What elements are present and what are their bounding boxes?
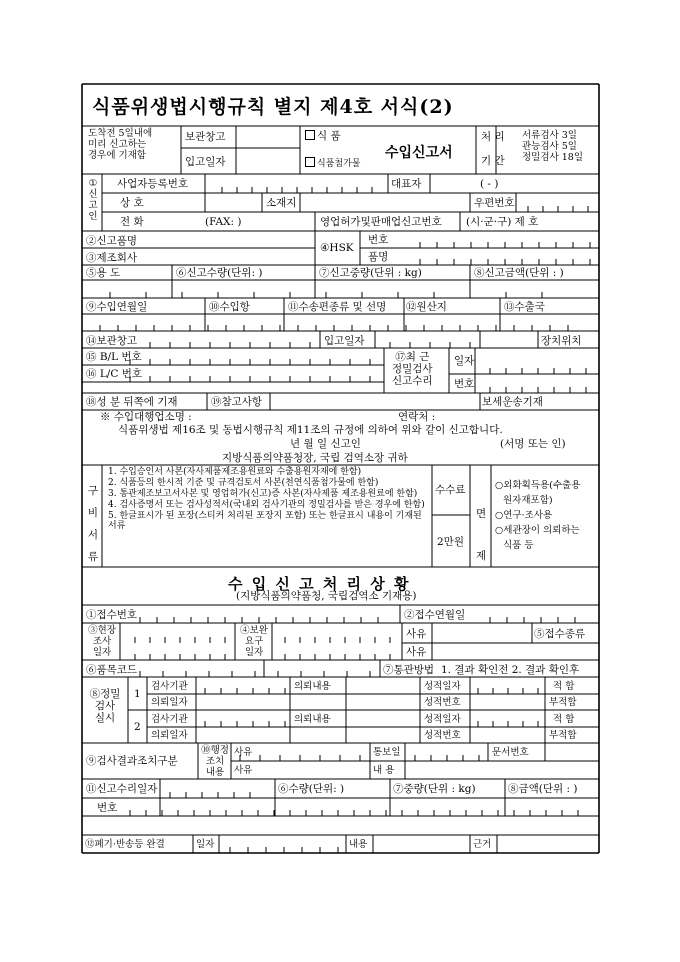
clearance-label: ⑦통관방법: [383, 664, 435, 676]
date-label: 일자: [454, 355, 475, 367]
recent-precise-label: ⑰최 근 정밀검사 신고수리: [392, 351, 433, 387]
license-label: 영업허가및판매업신고번호: [320, 216, 442, 228]
recipient-line: 지방식품의약품청장, 국립 검역소장 귀하: [222, 452, 408, 464]
result-date-label-1: 성적일자: [424, 681, 461, 692]
content-label: 내 용: [373, 765, 395, 776]
option-food[interactable]: 식 품: [305, 130, 341, 142]
document-item: 1. 수입승인서 사본(자사제품제조용원료와 수출용원자재에 한함): [108, 467, 362, 477]
storage-label: 보관창고: [185, 131, 226, 143]
contact-label: 연락처 :: [398, 411, 436, 423]
number-label: 번호: [454, 378, 475, 390]
qty-label: ⑥신고수량(단위: ): [176, 267, 263, 279]
result-date-label-2: 성적일자: [424, 714, 461, 725]
process-number-label: 번호: [97, 802, 118, 814]
document-item: 4. 검사증명서 또는 검사성적서(국내외 검사기관의 정밀검사를 받은 경우에 한함): [108, 500, 425, 510]
hsk-no-label: 번호: [368, 234, 389, 246]
license-region: (시·군·구) 제 호: [466, 216, 539, 228]
reason-label-1: 사유: [406, 628, 427, 640]
statement-text: 식품위생법 제16조 및 동법시행규칙 제11조의 규정에 의하여 위와 같이 신고합니다.: [118, 424, 503, 436]
hsk-name-label: 품명: [368, 251, 389, 263]
receipt-date-label: ②접수연월일: [404, 609, 466, 621]
in-date-row-label: 입고일자: [324, 335, 365, 347]
rep-phone: ( - ): [480, 178, 499, 190]
receipt-type-label: ⑤접수종류: [534, 628, 586, 640]
checkbox-food[interactable]: [305, 130, 315, 140]
clearance-options: 1. 결과 확인전 2. 결과 확인후: [441, 664, 580, 676]
port-label: ⑩수입항: [209, 301, 250, 313]
weight-label: ⑦신고중량(단위 : kg): [319, 267, 422, 279]
row-number-2: 2: [134, 721, 141, 733]
request-content-label-1: 의뢰내용: [294, 681, 331, 692]
receipt-no-label: ①접수번호: [86, 609, 138, 621]
signature-label: (서명 또는 인): [500, 438, 566, 450]
result-no-label-1: 성적번호: [424, 697, 461, 708]
disposal-date-label: 일자: [196, 839, 215, 850]
pass-label-2: 적 합: [553, 714, 575, 725]
admin-action-label: ⑩행정 조치 내용: [201, 745, 229, 778]
phone-label: 전 화: [120, 216, 144, 228]
ingredient-label: ⑱성 분 뒤쪽에 기재: [86, 396, 178, 408]
result-no-label-2: 성적번호: [424, 730, 461, 741]
checkbox-additive[interactable]: [305, 157, 315, 167]
process-weight-label: ⑦중량(단위 : kg): [393, 783, 476, 795]
fail-label-2: 부적합: [549, 730, 577, 741]
processing-label: 처 리 기 간: [481, 131, 505, 167]
admin-reason-1: 사유: [234, 747, 253, 758]
pass-label-1: 적 합: [553, 681, 575, 692]
exempt-list: ○외화획득용(수출용 원자재포함) ○연구·조사용 ○세관장이 의뢰하는 식품 등: [495, 480, 581, 551]
processing-periods: 서류검사 3일 관능검사 5일 정밀검사 18일: [522, 130, 583, 163]
disposal-content-label: 내용: [349, 839, 368, 850]
address-label: 소재지: [266, 197, 297, 209]
bl-label: ⑮ B/L 번호: [86, 351, 142, 363]
precise-side-label: ⑧정밀 검사 실시: [89, 688, 121, 724]
company-name-label: 상 호: [120, 197, 144, 209]
inspect-org-label-1: 검사기관: [151, 681, 188, 692]
basis-label: 근거: [473, 839, 492, 850]
agent-label: ※ 수입대행업소명 :: [100, 411, 192, 423]
option-additive[interactable]: 식품첨가물: [305, 157, 360, 169]
location-label: 장치위치: [541, 335, 582, 347]
exempt-label: 면 제: [476, 508, 487, 562]
lc-label: ⑯ L/C 번호: [86, 368, 143, 380]
accept-date-label: ⑪신고수리일자: [86, 783, 158, 795]
site-inspection-label: ③현장 조사 일자: [88, 625, 116, 658]
request-date-label-1: 의뢰일자: [151, 697, 188, 708]
notice-date-label: 통보일: [373, 747, 401, 758]
rep-label: 대표자: [391, 178, 422, 190]
row-number-1: 1: [134, 688, 141, 700]
inspect-org-label-2: 검사기관: [151, 714, 188, 725]
fee-amount: 2만원: [437, 536, 464, 548]
zip-label: 우편번호: [474, 197, 515, 209]
storage-row-label: ⑭보관창고: [86, 335, 138, 347]
document-item: 2. 식품등의 한시적 기준 및 규격검토서 사본(천연식품첨가물에 한함): [108, 478, 379, 488]
fax-label: (FAX: ): [205, 216, 242, 228]
reason-label-2: 사유: [406, 646, 427, 658]
process-amount-label: ⑧금액(단위 : ): [508, 783, 578, 795]
reference-label: ⑲참고사항: [211, 396, 263, 408]
process-subtitle: (지방식품의약품청, 국립검역소 기재용): [236, 590, 417, 602]
amount-label: ⑧신고금액(단위 : ): [474, 267, 564, 279]
fee-label: 수수료: [435, 484, 466, 496]
advance-note: 도착전 5일내에 미리 신고하는 경우에 기재함: [88, 128, 153, 161]
fail-label-1: 부적합: [549, 697, 577, 708]
maker-label: ③제조회사: [86, 252, 138, 264]
doc-no-label: 문서번호: [492, 747, 529, 758]
page-title: 식품위생법시행규칙 별지 제4호 서식(2): [92, 96, 454, 118]
supplement-label: ④보완 요구 일자: [240, 625, 268, 658]
bonded-label: 보세운송기재: [482, 396, 543, 408]
in-date-label: 입고일자: [185, 156, 226, 168]
product-code-label: ⑥품목코드: [86, 664, 138, 676]
documents-list: [108, 467, 430, 531]
process-qty-label: ⑥수량(단위: ): [278, 783, 345, 795]
document-item: 3. 통관제조보고서사본 및 영업허가(신고)증 사본(자사제품 제조용원료에 한함): [108, 489, 418, 499]
applicant-side-label: ① 신 고 인: [88, 178, 98, 222]
usage-label: ⑤용 도: [86, 267, 121, 279]
document-item: 5. 한글표시가 된 포장(스티커 처리된 포장지 포함) 또는 한글표시 내용이 기재된 서류: [108, 511, 422, 531]
biz-no-label: 사업자등록번호: [117, 178, 189, 190]
request-date-label-2: 의뢰일자: [151, 730, 188, 741]
vessel-label: ⑪수송편종류 및 선명: [288, 301, 387, 313]
hsk-label: ④HSK: [320, 242, 354, 254]
documents-side-label: 구 비 서 류: [87, 485, 99, 563]
export-country-label: ⑬수출국: [504, 301, 545, 313]
declaration-date: 년 월 일 신고인: [290, 438, 361, 450]
request-content-label-2: 의뢰내용: [294, 714, 331, 725]
product-name-label: ②신고품명: [86, 235, 138, 247]
process-title: 수 입 신 고 처 리 상 황: [228, 575, 411, 593]
form-title: 수입신고서: [385, 145, 453, 161]
import-date-label: ⑨수입연월일: [86, 301, 148, 313]
disposal-label: ⑫폐기·반송등 완결: [85, 839, 165, 850]
result-type-label: ⑨검사결과조치구분: [86, 755, 178, 767]
origin-label: ⑫원산지: [406, 301, 447, 313]
admin-reason-2: 사유: [234, 765, 253, 776]
